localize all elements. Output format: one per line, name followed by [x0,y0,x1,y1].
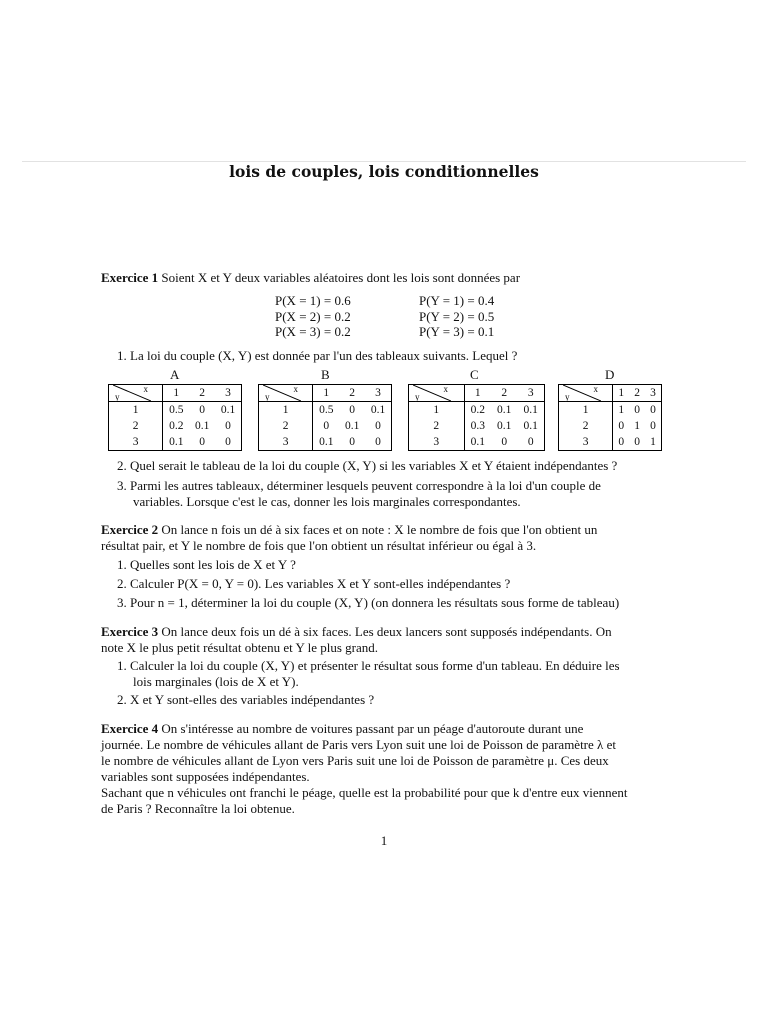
exercise-1-text: Soient X et Y deux variables aléatoires dont les lois sont données par [161,270,521,285]
table-cell: 0.5 [169,403,184,416]
table-row-header: 3 [559,434,613,451]
table-cell: 0.5 [319,403,334,416]
table-cell: 0.1 [194,419,210,432]
law-of-x [275,293,351,340]
table-corner-cell [559,385,613,402]
table-row [409,418,545,434]
y-header: y [115,392,120,402]
exercise-4-line-5: Sachant que n véhicules ont franchi le péage, quelle est la probabilité pour que k d'entre eux viennent [101,785,628,800]
table-cell: 0.1 [220,403,236,416]
table-cell: 0 [634,435,640,448]
table-column-header: 3 [517,385,544,402]
table-b-label: B [321,367,330,382]
table-cell: 1 [634,419,640,432]
table-header-row [409,385,545,402]
table-c [408,384,545,451]
table-cell: 1 [618,403,625,416]
exercise-1-intro [101,270,520,286]
table-row [109,402,242,419]
ex2-question-2: 2. Calculer P(X = 0, Y = 0). Les variables X et Y sont-elles indépendantes ? [117,576,511,591]
table-cell: 0 [225,419,231,432]
x-header: x [593,384,598,394]
table-row [409,402,545,419]
table-row [259,402,392,419]
table-column-header: 2 [629,385,645,402]
table-row-header: 3 [109,434,163,451]
table-row-header: 1 [109,402,163,419]
px-2: P(X = 2) = 0.2 [275,308,351,324]
page-number: 1 [380,833,388,848]
table-b [258,384,392,451]
table-corner-cell [259,385,313,402]
table-column-header: 2 [189,385,215,402]
ex1-question-1: 1. La loi du couple (X, Y) est donnée par l'un des tableaux suivants. Lequel ? [117,348,518,363]
table-header-row [109,385,242,402]
table-row-header: 2 [409,418,465,434]
table-row-header: 2 [109,418,163,434]
table-row-header: 1 [409,402,465,419]
table-row [259,434,392,451]
table-column-header: 1 [613,385,629,402]
table-cell: 1 [650,435,656,448]
table-row [109,418,242,434]
py-1: P(Y = 1) = 0.4 [419,293,495,308]
table-cell: 0.3 [470,419,485,432]
table-a-label: A [170,367,180,382]
law-of-y [419,293,494,340]
exercise-2-line-2: résultat pair, et Y le nombre de fois que l'on obtient un résultat inférieur ou égal à 3. [101,538,537,553]
table-cell: 0.1 [497,419,512,432]
x-header: x [143,384,148,394]
ex3-question-1-line-1: 1. Calculer la loi du couple (X, Y) et présenter le résultat sous forme d'un tableau. En déduire les [117,658,620,673]
table-column-header: 1 [313,385,339,402]
table-cell: 0 [618,419,625,432]
table-column-header: 1 [464,385,491,402]
exercise-4-line-2: journée. Le nombre de véhicules allant de Paris vers Lyon suit une loi de Poisson de paramètre λ et [101,737,616,752]
exercise-2-label: Exercice 2 [101,522,159,537]
exercise-4-line-4: variables sont supposées indépendantes. [101,769,310,784]
y-header: y [265,392,270,402]
table-cell: 0 [501,435,508,448]
table-column-header: 3 [365,385,391,402]
table-d-label: D [605,367,615,382]
table-row-header: 2 [559,418,613,434]
table-d [558,384,662,451]
table-cell: 0.1 [370,403,386,416]
table-header-row [259,385,392,402]
table-cell: 0.1 [523,419,538,432]
table-cell: 0.1 [319,435,334,448]
exercise-4-label: Exercice 4 [101,721,159,736]
table-cell: 0 [375,419,381,432]
table-cell: 0 [225,435,231,448]
exercise-3-label: Exercice 3 [101,624,159,639]
table-cell: 0.1 [497,403,512,416]
table-row-header: 3 [409,434,465,451]
table-cell: 0 [349,435,356,448]
table-cell: 0 [527,435,534,448]
ex3-question-1-line-2: lois marginales (lois de X et Y). [133,674,299,689]
table-cell: 0 [618,435,625,448]
table-cell: 0 [375,435,381,448]
exercise-4-line-1 [101,721,583,737]
table-row [409,434,545,451]
table-cell: 0 [349,403,356,416]
table-cell: 0.2 [169,419,184,432]
x-header: x [443,384,448,394]
table-c-label: C [470,367,479,382]
table-row [259,418,392,434]
table-a [108,384,242,451]
table-cell: 0.1 [523,403,538,416]
table-column-header: 1 [163,385,189,402]
table-row-header: 3 [259,434,313,451]
y-header: y [565,392,570,402]
y-header: y [415,392,420,402]
table-row [109,434,242,451]
table-cell: 0.2 [470,403,485,416]
ex2-question-3: 3. Pour n = 1, déterminer la loi du couple (X, Y) (on donnera les résultats sous forme de tableau) [117,595,620,610]
page-title: lois de couples, lois conditionnelles [229,162,539,181]
exercise-2-line-1 [101,522,597,538]
table-cell: 0 [323,419,330,432]
x-header: x [293,384,298,394]
table-cell: 0.1 [169,435,184,448]
exercise-4-text: On s'intéresse au nombre de voitures passant par un péage d'autoroute durant une [161,721,584,736]
exercise-2-text: On lance n fois un dé à six faces et on note : X le nombre de fois que l'on obtient un [161,522,598,537]
table-header-row [559,385,662,402]
table-cell: 0 [199,403,206,416]
table-cell: 0.1 [344,419,360,432]
exercise-3-line-2: note X le plus petit résultat obtenu et Y le plus grand. [101,640,379,655]
table-column-header: 3 [215,385,241,402]
ex1-question-3-line-1: 3. Parmi les autres tableaux, déterminer lesquels peuvent correspondre à la loi d'un couple de [117,478,601,493]
ex1-question-2: 2. Quel serait le tableau de la loi du couple (X, Y) si les variables X et Y étaient indépendantes ? [117,458,618,473]
table-row [559,418,662,434]
table-row-header: 1 [259,402,313,419]
table-cell: 0 [650,403,656,416]
table-column-header: 2 [339,385,365,402]
table-cell: 0.1 [470,435,485,448]
py-2: P(Y = 2) = 0.5 [419,308,495,324]
table-row-header: 2 [259,418,313,434]
px-3: P(X = 3) = 0.2 [275,324,351,339]
ex1-question-3-line-2: variables. Lorsque c'est le cas, donner les lois marginales correspondantes. [133,494,521,509]
table-corner-cell [409,385,465,402]
exercise-4-line-6: de Paris ? Reconnaître la loi obtenue. [101,801,295,816]
table-row-header: 1 [559,402,613,419]
table-column-header: 3 [645,385,661,402]
table-column-header: 2 [491,385,517,402]
exercise-1-label: Exercice 1 [101,270,159,285]
table-row [559,434,662,451]
table-cell: 0 [650,419,656,432]
ex2-question-1: 1. Quelles sont les lois de X et Y ? [117,557,296,572]
exercise-4-line-3: le nombre de véhicules allant de Lyon vers Paris suit une loi de Poisson de paramètre μ. Ces deux [101,753,609,768]
table-cell: 0 [634,403,640,416]
ex3-question-2: 2. X et Y sont-elles des variables indépendantes ? [117,692,375,707]
px-1: P(X = 1) = 0.6 [275,293,351,308]
exercise-3-line-1 [101,624,612,640]
table-corner-cell [109,385,163,402]
table-cell: 0 [199,435,206,448]
table-row [559,402,662,419]
py-3: P(Y = 3) = 0.1 [419,324,495,339]
exercise-3-text: On lance deux fois un dé à six faces. Les deux lancers sont supposés indépendants. On [161,624,612,639]
